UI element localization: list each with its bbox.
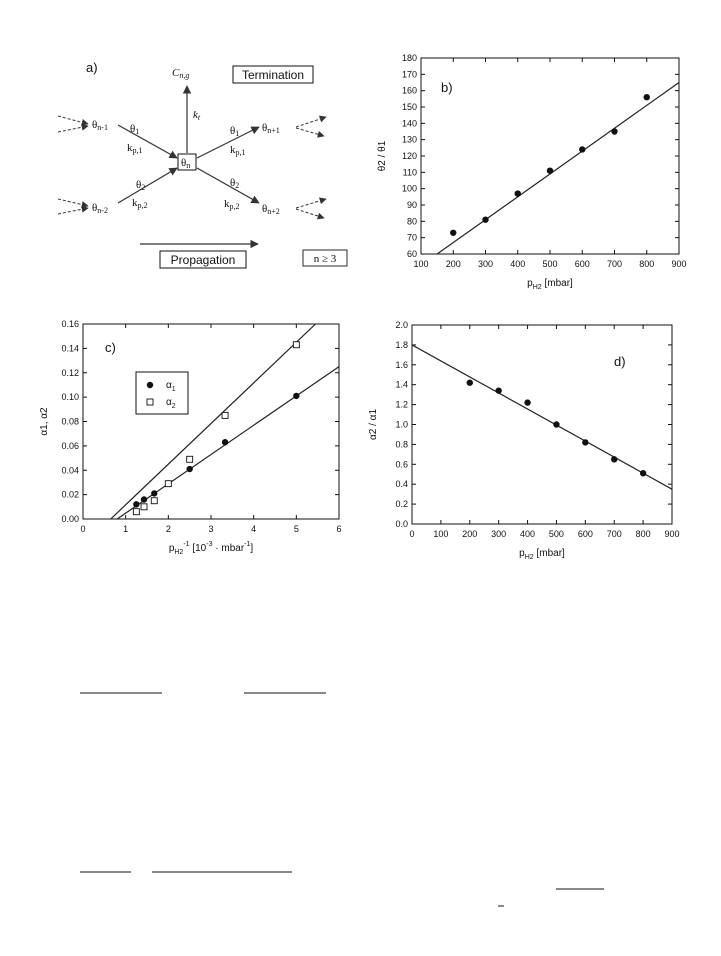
x-tick-label: 900 bbox=[664, 529, 680, 539]
theta1-label-right: θ1 bbox=[230, 125, 240, 138]
y-tick-label: 110 bbox=[402, 167, 417, 178]
x-tick-label: 900 bbox=[671, 259, 687, 269]
plot-frame bbox=[412, 325, 672, 524]
kp2-label-right: kp,2 bbox=[224, 198, 240, 211]
y-tick-label: 0.0 bbox=[395, 519, 408, 529]
dashed-arrow bbox=[296, 128, 324, 136]
y-tick-label: 60 bbox=[406, 249, 417, 259]
data-point bbox=[467, 380, 473, 386]
fit-lines bbox=[412, 345, 672, 489]
plot-frame bbox=[421, 58, 679, 254]
x-tick-label: 400 bbox=[520, 529, 536, 539]
data-point bbox=[450, 230, 456, 236]
y-tick-label: 100 bbox=[401, 183, 417, 194]
data-point bbox=[151, 490, 157, 496]
data-point bbox=[151, 498, 157, 504]
y-tick-label: 130 bbox=[401, 134, 417, 145]
x-tick-label: 100 bbox=[413, 259, 429, 269]
data-point bbox=[293, 393, 299, 399]
data-point bbox=[141, 496, 147, 502]
data-point bbox=[582, 439, 588, 445]
x-tick-label: 3 bbox=[208, 524, 214, 534]
y-tick-label: 80 bbox=[406, 216, 417, 227]
fit-lines bbox=[437, 83, 679, 255]
kp1-label-left: kp,1 bbox=[127, 142, 143, 155]
chart-panel-b bbox=[377, 53, 687, 291]
x-tick-label: 400 bbox=[510, 259, 526, 269]
node-theta-n-minus-1: θn-1 bbox=[92, 119, 108, 132]
panel-a-label: a) bbox=[86, 60, 98, 75]
x-tick-label: 600 bbox=[574, 259, 590, 269]
x-tick-label: 0 bbox=[80, 524, 86, 534]
y-axis-label: α1, α2 bbox=[39, 407, 50, 436]
y-tick-label: 160 bbox=[401, 85, 417, 96]
y-tick-label: 0.06 bbox=[61, 440, 79, 451]
data-point bbox=[611, 128, 617, 134]
panel-label: c) bbox=[105, 340, 116, 355]
node-theta-n-minus-2: θn-2 bbox=[92, 202, 108, 215]
y-tick-label: 2.0 bbox=[395, 320, 408, 330]
y-tick-label: 1.2 bbox=[395, 399, 408, 410]
data-point bbox=[133, 509, 139, 515]
dashed-arrow bbox=[296, 117, 326, 127]
x-tick-label: 6 bbox=[336, 524, 342, 534]
data-point bbox=[293, 342, 299, 348]
legend-label: $\alpha_1$ bbox=[166, 380, 176, 393]
y-tick-label: 0.16 bbox=[61, 319, 79, 329]
x-tick-label: 200 bbox=[462, 529, 478, 539]
data-point bbox=[165, 481, 171, 487]
node-theta-n-plus-2: θn+2 bbox=[262, 203, 280, 216]
panel-label: b) bbox=[441, 80, 453, 95]
y-tick-label: 0.02 bbox=[61, 489, 79, 500]
legend-marker bbox=[147, 399, 153, 405]
theta2-label-left: θ2 bbox=[136, 179, 146, 192]
data-point bbox=[640, 470, 646, 476]
x-tick-label: 0 bbox=[409, 529, 415, 539]
x-tick-label: 4 bbox=[251, 524, 257, 534]
x-axis-label: $p_{H2}^{-1}$ [$10^{-3}$ · mbar$^{-1}$] bbox=[168, 541, 254, 556]
panel-a-schematic bbox=[58, 60, 347, 268]
theta1-label-left: θ1 bbox=[130, 123, 140, 136]
propagation-label: Propagation bbox=[170, 253, 236, 267]
y-tick-label: 0.00 bbox=[61, 514, 79, 524]
fit-line bbox=[111, 324, 316, 519]
dashed-arrow bbox=[58, 126, 88, 132]
x-tick-label: 1 bbox=[123, 524, 129, 534]
legend bbox=[136, 372, 188, 414]
data-point bbox=[482, 217, 488, 223]
theta-n-label: θn bbox=[181, 157, 191, 170]
y-tick-label: 0.8 bbox=[395, 439, 408, 450]
y-tick-label: 0.04 bbox=[61, 465, 79, 476]
theta2-label-right: θ2 bbox=[230, 177, 240, 190]
x-axis-label: $p_{H2}$ [mbar] bbox=[519, 548, 565, 561]
y-tick-label: 90 bbox=[406, 200, 417, 210]
y-tick-label: 0.08 bbox=[61, 416, 79, 427]
data-point bbox=[644, 94, 650, 100]
y-tick-label: 1.8 bbox=[395, 339, 408, 350]
dashed-arrow bbox=[58, 116, 88, 124]
data-point bbox=[553, 421, 559, 427]
x-axis-label: $p_{H2}$ [mbar] bbox=[527, 278, 573, 291]
y-tick-label: 0.6 bbox=[395, 459, 408, 470]
y-tick-label: 70 bbox=[406, 232, 417, 243]
dashed-arrow bbox=[58, 208, 88, 214]
dashed-arrow bbox=[296, 209, 324, 218]
data-point bbox=[141, 504, 147, 510]
node-theta-n-plus-1: θn+1 bbox=[262, 122, 280, 135]
legend-label: $\alpha_2$ bbox=[166, 397, 176, 410]
data-point bbox=[495, 387, 501, 393]
kp1-label-right: kp,1 bbox=[230, 144, 246, 157]
x-tick-label: 700 bbox=[606, 529, 622, 539]
kt-label: kt bbox=[193, 109, 201, 122]
x-tick-label: 5 bbox=[293, 524, 299, 534]
y-axis-label: α2 / α1 bbox=[368, 408, 379, 441]
y-axis-label: θ2 / θ1 bbox=[377, 140, 388, 172]
kp2-label-left: kp,2 bbox=[132, 197, 148, 210]
data-point bbox=[133, 501, 139, 507]
dashed-arrow bbox=[58, 199, 88, 206]
x-tick-label: 800 bbox=[639, 259, 655, 269]
y-tick-label: 150 bbox=[401, 102, 417, 112]
data-point bbox=[187, 456, 193, 462]
y-tick-label: 0.10 bbox=[61, 392, 79, 403]
data-point bbox=[611, 456, 617, 462]
panel-label: d) bbox=[614, 354, 626, 369]
x-tick-label: 300 bbox=[477, 259, 494, 269]
y-tick-label: 1.6 bbox=[395, 359, 408, 370]
data-point bbox=[515, 190, 521, 196]
data-point bbox=[579, 146, 585, 152]
fit-line bbox=[437, 83, 679, 255]
data-point bbox=[524, 399, 530, 405]
condition-label: n ≥ 3 bbox=[313, 253, 337, 265]
y-tick-label: 0.4 bbox=[395, 479, 408, 490]
data-point bbox=[186, 466, 192, 472]
y-tick-label: 0.12 bbox=[61, 367, 79, 378]
y-tick-label: 0.14 bbox=[61, 343, 79, 354]
y-tick-label: 0.2 bbox=[395, 499, 408, 510]
arrow-out-upper bbox=[197, 127, 259, 158]
y-tick-label: 1.0 bbox=[395, 419, 408, 430]
fit-line bbox=[412, 345, 672, 489]
x-tick-label: 700 bbox=[606, 259, 623, 269]
page-rules bbox=[80, 693, 604, 906]
legend-box bbox=[136, 372, 188, 414]
data-point bbox=[222, 439, 228, 445]
arrow-in-lower bbox=[118, 168, 177, 203]
x-tick-label: 800 bbox=[635, 529, 651, 539]
cng-label: Cn,g bbox=[172, 67, 190, 80]
termination-label: Termination bbox=[241, 68, 305, 82]
y-tick-label: 170 bbox=[401, 69, 417, 80]
fit-lines bbox=[111, 324, 339, 519]
y-tick-label: 140 bbox=[401, 118, 417, 129]
x-tick-label: 500 bbox=[548, 529, 564, 539]
data-point bbox=[222, 412, 228, 418]
x-tick-label: 200 bbox=[445, 259, 461, 269]
chart-panel-d bbox=[368, 320, 680, 561]
data-point bbox=[547, 168, 553, 174]
y-tick-label: 120 bbox=[401, 151, 417, 161]
x-tick-label: 300 bbox=[491, 529, 507, 539]
x-tick-label: 500 bbox=[542, 259, 558, 269]
y-tick-label: 1.4 bbox=[395, 379, 408, 390]
x-tick-label: 100 bbox=[433, 529, 449, 539]
x-tick-label: 2 bbox=[165, 524, 171, 534]
x-tick-label: 600 bbox=[577, 529, 593, 539]
plot-frame bbox=[83, 324, 339, 519]
chart-panel-c bbox=[39, 319, 342, 556]
legend-marker bbox=[147, 382, 153, 388]
dashed-arrow bbox=[296, 199, 326, 208]
y-tick-label: 180 bbox=[401, 53, 417, 63]
